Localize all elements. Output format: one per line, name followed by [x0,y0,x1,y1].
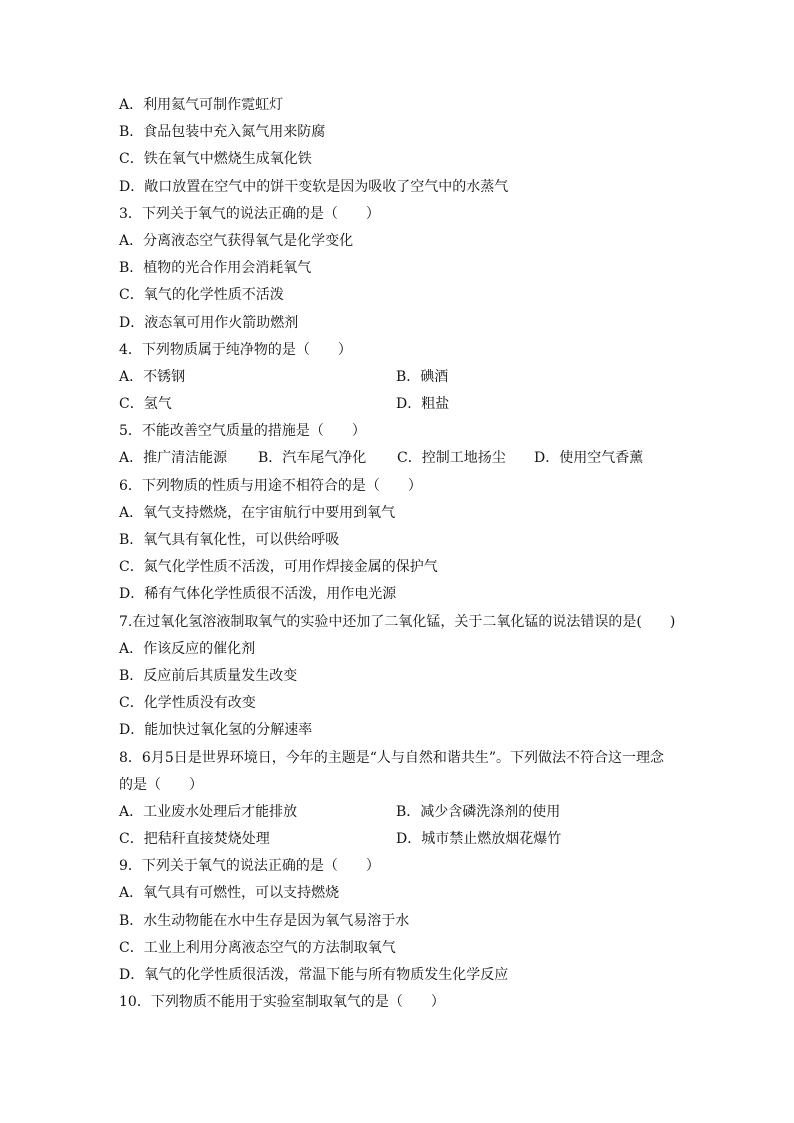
option-d: D．敞口放置在空气中的饼干变软是因为吸收了空气中的水蒸气 [119,178,509,195]
question-3-option-b: B．植物的光合作用会消耗氧气 [119,260,312,277]
question-8-option-a: A．工业废水处理后才能排放 [119,803,298,820]
option-a: A．利用氦气可制作霓虹灯 [119,97,284,113]
question-3-option-d: D．液态氧可用作火箭助燃剂 [119,314,299,331]
question-6-stem: 6．下列物质的性质与用途不相符合的是（ ） [119,477,422,494]
option-b: B．食品包装中充入氮气用来防腐 [119,124,326,141]
question-4-option-d: D．粗盐 [396,396,450,413]
exam-content [119,92,679,1016]
question-3-option-c: C．氧气的化学性质不活泼 [119,287,284,304]
question-9-stem: 9．下列关于氧气的说法正确的是（ ） [119,858,380,875]
question-10-stem: 10．下列物质不能用于实验室制取氧气的是（ ） [119,994,445,1011]
question-5-option-b: B．汽车尾气净化 [258,450,367,467]
question-9-option-d: D．氧气的化学性质很活泼，常温下能与所有物质发生化学反应 [119,967,509,983]
question-6-option-a: A．氧气支持燃烧，在宇宙航行中要用到氧气 [119,504,396,521]
question-6-option-d: D．稀有气体化学性质很不活泼，用作电光源 [119,586,397,603]
question-9-option-a: A．氧气具有可燃性，可以支持燃烧 [119,885,340,902]
question-9-option-c: C．工业上利用分离液态空气的方法制取氧气 [119,939,396,956]
question-8-stem-line-1: 8．6月5日是世界环境日，今年的主题是“人与自然和谐共生”。下列做法不符合这一理念 [119,749,665,766]
question-8-option-b: B．减少含磷洗涤剂的使用 [396,803,561,820]
question-9-option-b: B．水生动物能在水中生存是因为氧气易溶于水 [119,912,410,929]
question-5-options-row [119,445,679,472]
question-8-options-row-2 [119,826,679,853]
question-4-option-b: B．碘酒 [396,368,449,385]
question-3-option-a: A．分离液态空气获得氧气是化学变化 [119,232,354,249]
question-5-option-a: A．推广清洁能源 [119,450,228,467]
question-5-option-d: D．使用空气香薰 [534,450,644,467]
option-c: C．铁在氧气中燃烧生成氧化铁 [119,151,312,168]
question-7-option-b: B．反应前后其质量发生改变 [119,667,298,684]
question-4-options-row-1 [119,364,679,391]
question-3-stem: 3．下列关于氧气的说法正确的是（ ） [119,205,380,222]
question-6-option-b: B．氧气具有氧化性，可以供给呼吸 [119,532,340,548]
question-7-option-a: A．作该反应的催化剂 [119,640,256,657]
question-7-stem: 7.在过氧化氢溶液制取氧气的实验中还加了二氧化锰，关于二氧化锰的说法错误的是( ) [119,613,676,630]
question-5-stem: 5．不能改善空气质量的措施是（ ） [119,423,366,440]
question-7-option-d: D．能加快过氧化氢的分解速率 [119,722,313,739]
question-6-option-c: C．氮气化学性质不活泼，可用作焊接金属的保护气 [119,559,438,576]
question-5-option-c: C．控制工地扬尘 [397,450,506,467]
question-8-option-c: C．把秸秆直接焚烧处理 [119,831,270,848]
question-8-options-row-1 [119,799,679,826]
question-4-option-a: A．不锈钢 [119,368,186,385]
question-4-option-c: C．氢气 [119,396,172,413]
question-7-option-c: C．化学性质没有改变 [119,695,256,712]
question-8-option-d: D．城市禁止燃放烟花爆竹 [396,831,562,848]
question-8-stem-line-2: 的是（ ） [119,776,203,793]
question-4-stem: 4．下列物质属于纯净物的是（ ） [119,341,352,358]
question-4-options-row-2 [119,391,679,418]
